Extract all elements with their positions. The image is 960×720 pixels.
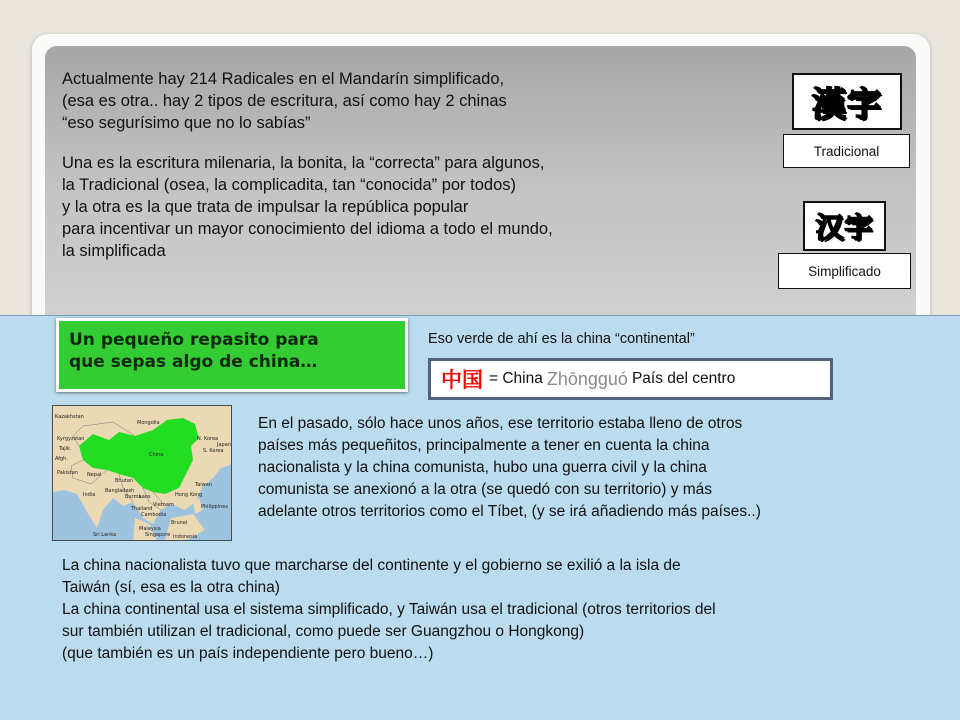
intro-line: Una es la escritura milenaria, la bonita, la “correcta” para algunos, <box>62 154 545 172</box>
map-label: Indonesia <box>173 534 198 540</box>
map-label: Malaysia <box>139 526 161 532</box>
history-line: países más pequeñitos, principalmente a tener en cuenta la china <box>258 437 710 454</box>
history-line: En el pasado, sólo hace unos años, ese territorio estaba lleno de otros <box>258 415 743 432</box>
map-label: S. Korea <box>203 448 224 454</box>
traditional-label: Tradicional <box>783 134 910 168</box>
section-title <box>56 318 408 392</box>
section-title-line: Un pequeño repasito para <box>69 330 319 350</box>
intro-line: para incentivar un mayor conocimiento del idioma a todo el mundo, <box>62 220 553 238</box>
map-label: Tajik. <box>59 446 72 452</box>
section-title-line: que sepas algo de china… <box>69 352 318 372</box>
bottom-paragraph <box>62 555 942 665</box>
map-label: Thailand <box>131 506 153 512</box>
map-label: Brunei <box>171 520 188 526</box>
map-label: Afgh. <box>55 456 68 462</box>
intro-line: la Tradicional (osea, la complicadita, tan “conocida” por todos) <box>62 176 516 194</box>
history-line: adelante otros territorios como el Tíbet, (y se irá añadiendo más países..) <box>258 503 761 520</box>
map-label: China <box>149 452 164 458</box>
map-label: Pakistan <box>57 470 78 476</box>
simplified-label: Simplificado <box>778 253 911 289</box>
map-label: Bangladesh <box>105 488 135 494</box>
map-label: Laos <box>139 494 151 500</box>
map-label: Kyrgyzstan <box>57 436 85 442</box>
history-paragraph <box>258 413 938 523</box>
zhongguo-hanzi: 中国 <box>441 368 483 392</box>
map-label: Vietnam <box>153 502 174 508</box>
map-label: Kazakhstan <box>55 414 84 420</box>
map-label: Bhutan <box>115 478 133 484</box>
simplified-hanzi: 汉字 <box>803 201 886 251</box>
traditional-hanzi: 漢字 <box>792 73 902 130</box>
history-line: comunista se anexionó a la otra (se quedó con su territorio) y más <box>258 481 713 498</box>
china-map-svg <box>53 406 232 541</box>
map-label: Mongolia <box>137 420 160 426</box>
map-label: Singapore <box>145 532 171 538</box>
intro-text <box>62 68 742 262</box>
map-label: India <box>83 492 96 498</box>
china-map <box>52 405 232 541</box>
map-label: Japan <box>217 442 231 448</box>
bottom-line: La china continental usa el sistema simplificado, y Taiwán usa el tradicional (otros territorios del <box>62 601 716 618</box>
map-label: Sri Lanka <box>93 532 117 538</box>
intro-line: y la otra es la que trata de impulsar la república popular <box>62 198 469 216</box>
zhongguo-eq: = China <box>489 370 543 387</box>
zhongguo-box <box>428 358 833 400</box>
intro-line: “eso segurísimo que no lo sabías” <box>62 114 311 132</box>
bottom-line: (que también es un país independiente pero bueno…) <box>62 645 434 662</box>
bottom-line: La china nacionalista tuvo que marcharse del continente y el gobierno se exilió a la isla de <box>62 557 681 574</box>
map-label: Taiwan <box>195 482 213 488</box>
intro-line: Actualmente hay 214 Radicales en el Mandarín simplificado, <box>62 70 505 88</box>
zhongguo-pinyin: Zhōngguó <box>546 368 628 389</box>
map-label: Hong Kong <box>175 492 203 498</box>
map-label: Burma <box>125 494 142 500</box>
history-line: nacionalista y la china comunista, hubo una guerra civil y la china <box>258 459 707 476</box>
intro-line: (esa es otra.. hay 2 tipos de escritura, así como hay 2 chinas <box>62 92 507 110</box>
map-label: Nepal <box>87 472 102 478</box>
map-label: Philippines <box>201 504 228 510</box>
intro-line: la simplificada <box>62 242 166 260</box>
bottom-line: sur también utilizan el tradicional, como puede ser Guangzhou o Hongkong) <box>62 623 585 640</box>
bottom-line: Taiwán (sí, esa es la otra china) <box>62 579 280 596</box>
zhongguo-meaning: País del centro <box>631 370 736 387</box>
map-label: N. Korea <box>197 436 219 442</box>
continental-note: Eso verde de ahí es la china “continental” <box>428 331 695 347</box>
map-label: Cambodia <box>141 512 167 518</box>
